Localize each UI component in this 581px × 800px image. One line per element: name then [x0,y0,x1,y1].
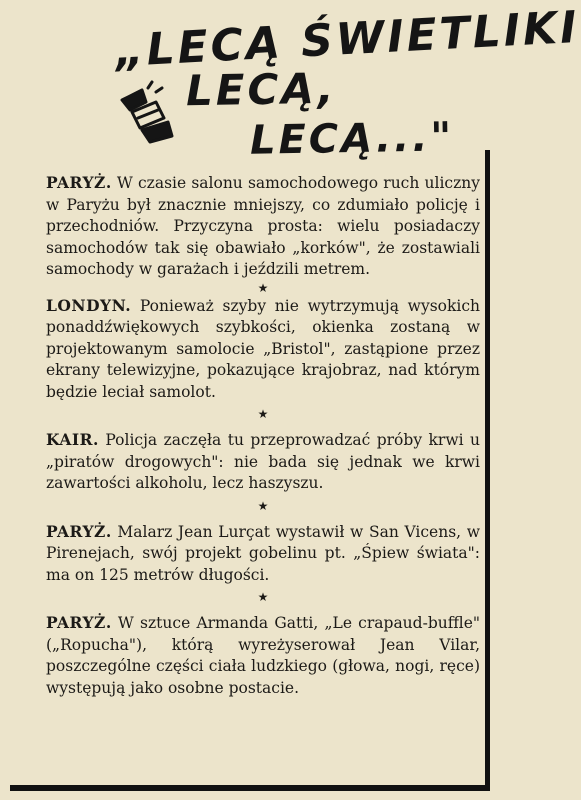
item-text: Ponieważ szyby nie wytrzymują wysokich ponaddźwiękowych szybkości, okienka zostaną w projektowanym samolocie „Bristol", zastąpione przez ekrany telewizyjne, pokazujące krajobraz, nad którym będzie leciał samolot. [46,296,480,401]
frame-border-bottom [10,785,490,791]
separator-star: ★ [257,590,269,604]
item-place: PARYŻ. [46,173,112,192]
headline-line-3: LECĄ..." [249,114,455,164]
separator-star: ★ [257,407,269,421]
headline [0,0,581,180]
item-text: Policja zaczęła tu przeprowadzać próby krwi u „piratów drogowych": nie bada się jednak we krwi zawartości alkoholu, lecz haszyszu. [46,431,480,492]
separator-star: ★ [257,498,269,513]
news-item-london [46,295,480,404]
item-text: W sztuce Armanda Gatti, „Le crapaud-buffle" („Ropucha"), którą wyreżyserował Jean Vilar, poszczególne części ciała ludzkiego (głowa, nogi, ręce) występują jako osobne postacie. [46,614,480,697]
item-place: PARYŻ. [46,521,112,541]
separator-star: ★ [257,280,269,295]
headline-line-2: LECĄ, [185,63,337,116]
item-text: W czasie salonu samochodowego ruch uliczny w Paryżu był znacznie mniejszy, co zdumiało policję i przechodniów. Przyczyna prosta: wielu posiadaczy samochodów tak się obawiało „korków", że zostawiali samochody w garażach i jeździli metrem. [46,174,480,278]
item-place: LONDYN. [46,295,132,315]
firefly-illustration [112,80,182,150]
news-item-cairo [46,429,480,495]
frame-border-right [485,150,490,790]
item-place: KAIR. [46,430,99,449]
news-item-paris-1 [46,172,480,281]
news-column [46,172,480,699]
news-item-paris-3 [46,612,480,699]
item-place: PARYŻ. [46,613,112,632]
news-item-paris-2 [46,521,480,587]
item-text: Malarz Jean Lurçat wystawił w San Vicens, w Pirenejach, swój projekt gobelinu pt. „Śpiew świata": ma on 125 metrów długości. [46,522,480,584]
headline-line-1: „LECĄ ŚWIETLIKI [113,1,581,78]
